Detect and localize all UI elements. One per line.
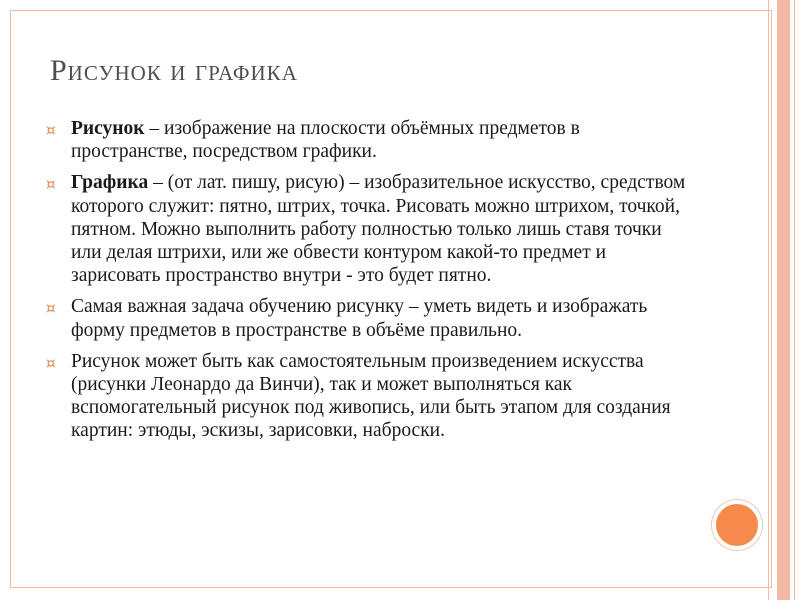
- decor-circle: [712, 500, 762, 550]
- bullet-list: [46, 117, 696, 451]
- bullet-item: [46, 171, 696, 287]
- bullet-text: – (от лат. пишу, рисую) – изобразительное искусство, средством которого служит: пятно, штрих, точка. Рисовать можно штрихом, точкой, пятном. Можно выполнить работу полностью только лишь ставя точки или делая штрихи, или же обвести контуром какой-то предмет и зарисовать пространство внутри - это будет пятно.: [71, 172, 686, 287]
- decor-side-bar: [777, 0, 790, 600]
- bullet-icon: ¤: [46, 121, 56, 139]
- bullet-item: [46, 350, 696, 443]
- bullet-term: Графика: [71, 172, 149, 194]
- bullet-text: Самая важная задача обучению рисунку – уметь видеть и изображать форму предметов в пространстве в объёме правильно.: [71, 296, 648, 341]
- bullet-icon: ¤: [46, 175, 56, 194]
- bullet-text: Рисунок может быть как самостоятельным произведением искусства (рисунки Леонардо да Винчи), так и может выполняться как вспомогательный рисунок под живопись, или быть этапом для создания картин: этюды, эскизы, зарисовки, наброски.: [71, 350, 671, 442]
- bullet-term: Рисунок: [71, 118, 145, 139]
- decor-line: [794, 0, 795, 600]
- bullet-text: – изображение на плоскости объёмных предметов в пространстве, посредством графики.: [71, 118, 580, 163]
- bullet-icon: ¤: [46, 299, 56, 318]
- bullet-item: [46, 295, 696, 341]
- slide-title: Рисунок и графика: [50, 54, 298, 87]
- bullet-icon: ¤: [46, 353, 56, 372]
- bullet-item: [46, 117, 696, 163]
- decor-line: [768, 0, 769, 600]
